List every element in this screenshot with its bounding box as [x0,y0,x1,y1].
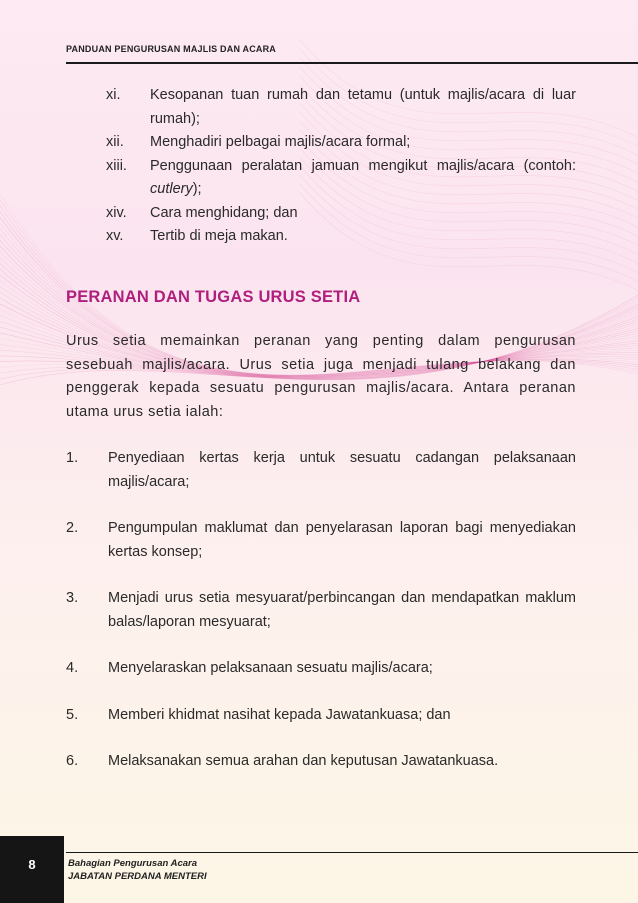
sub-list-text [150,155,576,202]
roles-list-text: Menjadi urus setia mesyuarat/perbincangan dan mendapatkan maklum balas/laporan mesyuarat; [108,590,576,630]
sub-list-text-part: Cara menghidang; dan [150,204,298,221]
sub-list-item [106,225,576,249]
sub-list-text-part: Penggunaan peralatan jamuan mengikut majlis/acara (contoh: [150,157,576,174]
sub-list-item [106,84,576,131]
sub-list-number: xiii. [106,157,127,174]
roles-list-number: 2. [66,520,79,536]
sub-list-text-part: Menghadiri pelbagai majlis/acara formal; [150,134,411,150]
roles-list-item [66,704,576,728]
roles-list-number: 6. [66,753,79,769]
sub-list-number: xv. [106,228,124,244]
sub-list-text-part: cutlery [150,181,193,197]
sub-list-text [150,131,576,155]
sub-list-text-part: ); [192,181,202,197]
footer-department: Bahagian Pengurusan Acara [68,858,197,869]
sub-list-text [150,202,576,226]
roles-list-number: 5. [66,706,79,723]
roles-list-item [66,750,576,774]
sub-list-text [150,84,576,131]
sub-list-item [106,202,576,226]
page-number: 8 [0,836,64,903]
sub-list-number: xii. [106,134,124,150]
sub-list-text-part: Tertib di meja makan. [150,228,288,244]
roles-list-text: Penyediaan kertas kerja untuk sesuatu cadangan pelaksanaan majlis/acara; [108,450,576,490]
sub-list [106,84,576,249]
sub-list-text [150,225,576,249]
footer-agency: JABATAN PERDANA MENTERI [68,871,207,882]
roles-list-item [66,657,576,681]
roles-list-number: 4. [66,660,79,676]
intro-paragraph: Urus setia memainkan peranan yang penting dalam pengurusan sesebuah majlis/acara. Urus setia juga menjadi tulang belakang dan penggerak kepada sesuatu pengurusan majlis/acara. Antara peranan utama urus setia ialah: [66,333,576,420]
roles-list [66,447,576,774]
roles-list-item [66,447,576,494]
roles-list-number: 1. [66,450,79,466]
sub-list-text-part: Kesopanan tuan rumah dan tetamu (untuk majlis/acara di luar rumah); [150,87,576,127]
section-title: PERANAN DAN TUGAS URUS SETIA [66,288,361,306]
sub-list-number: xi. [106,87,121,103]
roles-list-item [66,517,576,564]
footer-rule [66,852,638,853]
sub-list-number: xiv. [106,204,127,221]
roles-list-text: Menyelaraskan pelaksanaan sesuatu majlis/acara; [108,660,433,676]
roles-list-text: Melaksanakan semua arahan dan keputusan Jawatankuasa. [108,753,499,769]
sub-list-item [106,131,576,155]
running-head: PANDUAN PENGURUSAN MAJLIS DAN ACARA [66,44,277,54]
sub-list-item [106,155,576,202]
roles-list-text: Memberi khidmat nasihat kepada Jawatankuasa; dan [108,706,451,723]
roles-list-text: Pengumpulan maklumat dan penyelarasan laporan bagi menyediakan kertas konsep; [108,520,576,560]
roles-list-number: 3. [66,590,79,606]
header-rule [66,62,638,64]
roles-list-item [66,587,576,634]
